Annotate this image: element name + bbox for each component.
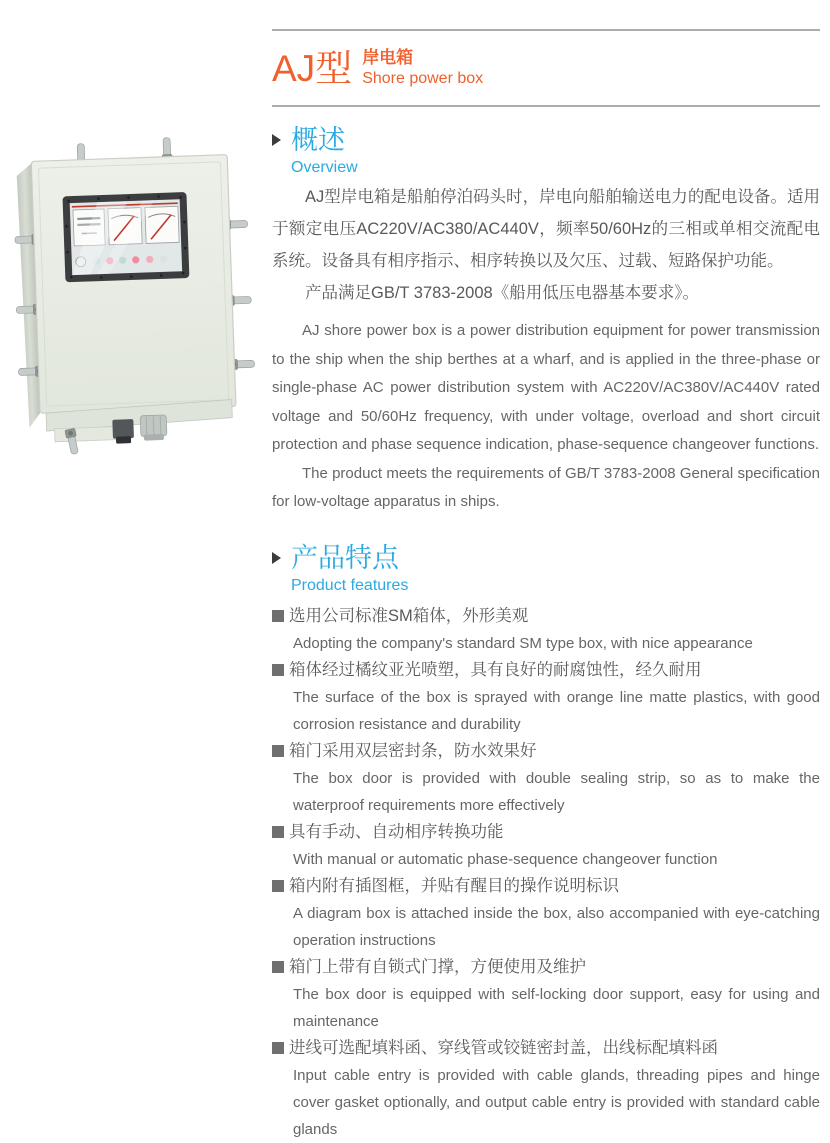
feature-item: [272, 1035, 820, 1143]
feature-title-zh: [272, 873, 820, 900]
cabinet-door: [31, 155, 236, 414]
feature-text-en: A diagram box is attached inside the box, also accompanied with eye-catching operation instructions: [293, 904, 820, 949]
bullet-square-icon: [272, 610, 284, 622]
model-name: AJ型: [272, 47, 353, 89]
overview-heading-en: Overview: [291, 159, 358, 176]
feature-item: [272, 738, 820, 819]
overview-paragraph-zh: AJ型岸电箱是船舶停泊码头时，岸电向船舶输送电力的配电设备。适用于额定电压AC220V/AC380/AC440V，频率50/60Hz的三相或单相交流配电系统。设备具有相序指示、相序转换以及欠压、过载、短路保护功能。: [272, 188, 820, 270]
overview-heading-zh: 概述: [291, 125, 345, 155]
overview-paragraph-en: AJ shore power box is a power distribution equipment for power transmission to the ship when the ship berthes at a wharf, and is applied in the three-phase or single-phase AC power distribution system with AC220V/AC380V/AC440V rated voltage and 50/60Hz frequency, with under voltage, overload and short circuit protection and phase sequence indication, phase-sequence changeover functions.: [272, 322, 820, 453]
feature-item: [272, 657, 820, 738]
overview-paragraph-en: The product meets the requirements of GB/T 3783-2008 General specification for low-voltage apparatus in ships.: [272, 464, 820, 510]
features-heading-zh: 产品特点: [291, 542, 399, 573]
bullet-square-icon: [272, 745, 284, 757]
feature-item: [272, 954, 820, 1035]
overview-paragraph-zh: 产品满足GB/T 3783-2008《船用低压电器基本要求》。: [305, 284, 699, 302]
bullet-square-icon: [272, 826, 284, 838]
feature-title-zh: [272, 1035, 820, 1062]
feature-zh-text: 箱体经过橘纹亚光喷塑，具有良好的耐腐蚀性，经久耐用: [289, 660, 702, 679]
feature-text-en: Adopting the company's standard SM type box, with nice appearance: [293, 634, 753, 652]
cable-gland-light: [140, 415, 167, 441]
features-section-heading: [272, 543, 820, 595]
bullet-square-icon: [272, 664, 284, 676]
feature-zh-text: 箱门上带有自锁式门撑，方便使用及维护: [289, 957, 586, 976]
feature-text-en: The box door is provided with double sealing strip, so as to make the waterproof requirements more effectively: [293, 769, 820, 814]
features-list: [272, 603, 820, 1143]
feature-zh-text: 箱门采用双层密封条，防水效果好: [289, 741, 537, 760]
feature-text-en: With manual or automatic phase-sequence changeover function: [293, 850, 718, 868]
arrow-right-icon: [272, 134, 281, 146]
product-photo: [6, 136, 258, 458]
cabinet: [11, 136, 258, 457]
feature-title-zh: [272, 954, 820, 981]
feature-zh-text: 进线可选配填料函、穿线管或铰链密封盖，出线标配填料函: [289, 1038, 718, 1057]
bullet-square-icon: [272, 1042, 284, 1054]
feature-item: [272, 819, 820, 873]
analog-meter: [145, 206, 179, 243]
feature-text-en: Input cable entry is provided with cable glands, threading pipes and hinge cover gasket optionally, and output cable entry is provided with standard cable glands: [293, 1066, 820, 1138]
feature-zh-text: 具有手动、自动相序转换功能: [289, 822, 504, 841]
features-section: [272, 543, 820, 1143]
feature-text-en: The surface of the box is sprayed with orange line matte plastics, with good corrosion resistance and durability: [293, 688, 820, 733]
product-subtitle: [362, 47, 483, 88]
bullet-square-icon: [272, 961, 284, 973]
top-divider: [272, 29, 820, 31]
feature-item: [272, 873, 820, 954]
product-title: [272, 43, 820, 93]
feature-title-zh: [272, 738, 820, 765]
title-divider: [272, 105, 820, 107]
feature-title-zh: [272, 657, 820, 684]
meter-window: [62, 192, 189, 282]
features-heading-en: Product features: [291, 576, 409, 594]
feature-zh-text: 选用公司标准SM箱体，外形美观: [289, 606, 529, 625]
arrow-right-icon: [272, 552, 281, 564]
bullet-square-icon: [272, 880, 284, 892]
feature-text-en: The box door is equipped with self-locking door support, easy for using and maintenance: [293, 985, 820, 1030]
feature-title-zh: [272, 819, 820, 846]
shore-power-box-illustration: [6, 136, 258, 458]
product-name-en: Shore power box: [362, 69, 484, 87]
overview-section-heading: [272, 125, 820, 177]
content-column: [272, 0, 820, 1143]
feature-title-zh: [272, 603, 820, 630]
feature-zh-text: 箱内附有插图框，并贴有醒目的操作说明标识: [289, 876, 619, 895]
feature-item: [272, 603, 820, 657]
product-name-zh: 岸电箱: [362, 48, 414, 68]
